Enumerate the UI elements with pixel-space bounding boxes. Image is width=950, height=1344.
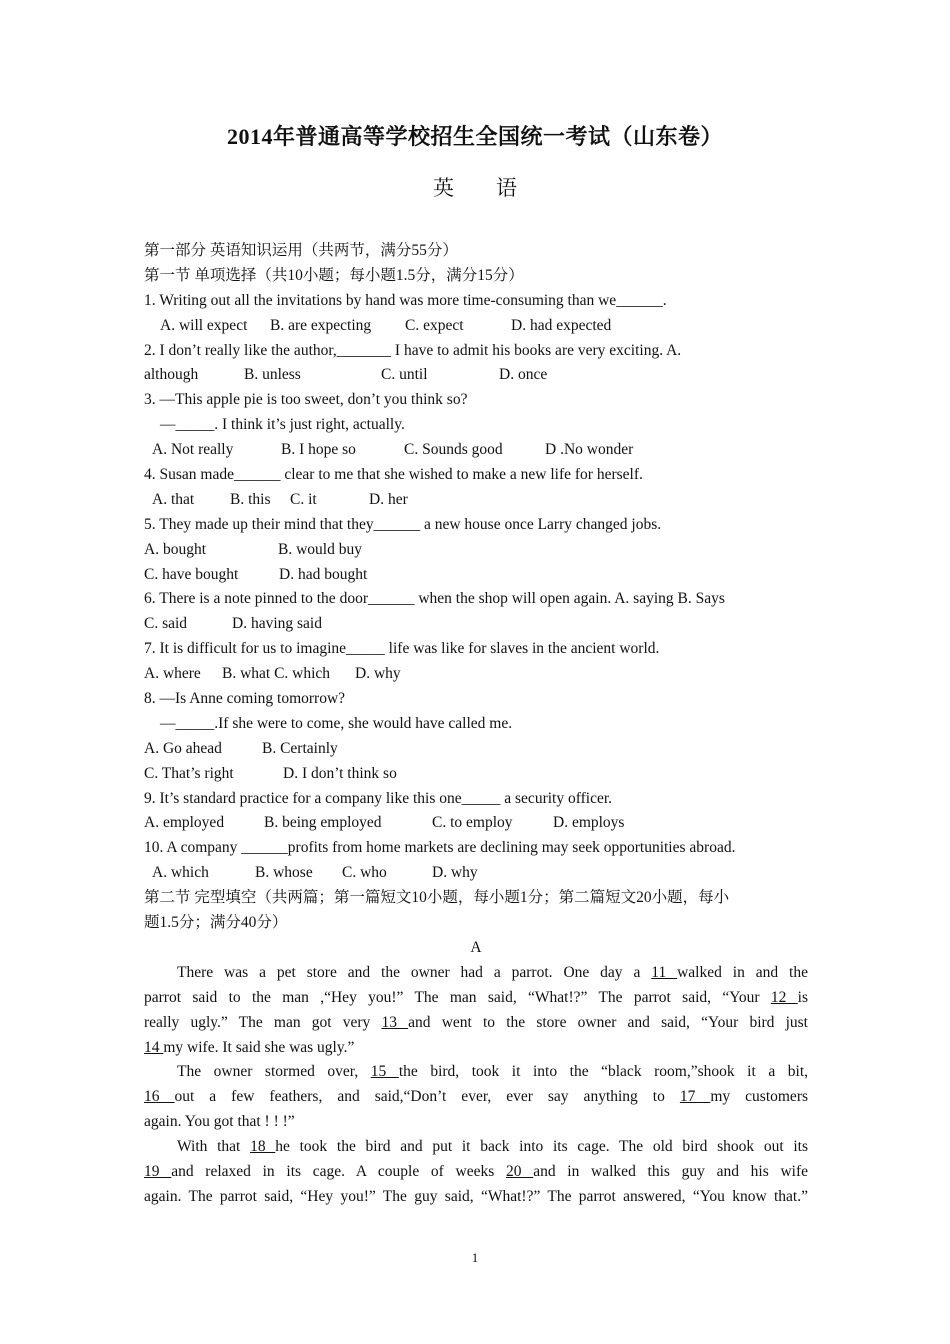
question-5-options-ab bbox=[144, 538, 808, 563]
option: D. once bbox=[499, 366, 548, 384]
option: A. that bbox=[152, 490, 195, 508]
question-1-options bbox=[144, 314, 808, 339]
question-10-stem: 10. A company ______profits from home markets are declining may seek opportunities abroad. bbox=[144, 839, 736, 857]
option: D. why bbox=[432, 864, 478, 882]
blank-12: 12 bbox=[770, 988, 798, 1006]
passage-line: again. You got that ! ! !” bbox=[144, 1113, 295, 1131]
option: D .No wonder bbox=[545, 441, 634, 459]
question-5-stem: 5. They made up their mind that they______ a new house once Larry changed jobs. bbox=[144, 515, 662, 533]
blank-19: 19 bbox=[144, 1162, 172, 1180]
blank-18: 18 bbox=[250, 1138, 276, 1156]
question-4-options bbox=[144, 488, 808, 513]
option: C. expect bbox=[405, 316, 464, 334]
option: D. had expected bbox=[511, 316, 612, 334]
question-8-options-cd bbox=[144, 762, 808, 787]
section-2-heading: 第二节 完型填空（共两篇；第一篇短文10小题，每小题1分；第二篇短文20小题，每小 bbox=[144, 889, 730, 907]
option: C. That’s right bbox=[144, 764, 234, 782]
blank-17: 17 bbox=[679, 1088, 711, 1106]
option: C. it bbox=[290, 490, 317, 508]
section-2-heading-cont: 题1.5分；满分40分） bbox=[144, 914, 288, 932]
question-7-stem: 7. It is difficult for us to imagine_____ life was like for slaves in the ancient world. bbox=[144, 640, 660, 658]
option: D. why bbox=[355, 665, 401, 683]
option: B. this bbox=[230, 490, 271, 508]
question-9-stem: 9. It’s standard practice for a company like this one_____ a security officer. bbox=[144, 789, 613, 807]
option: A. bought bbox=[144, 540, 206, 558]
question-10-options bbox=[144, 861, 808, 886]
option: D. her bbox=[369, 490, 408, 508]
blank-13: 13 bbox=[381, 1013, 409, 1031]
question-4-stem: 4. Susan made______ clear to me that she wished to make a new life for herself. bbox=[144, 466, 643, 484]
passage-line: again. The parrot said, “Hey you!” The guy said, “What!?” The parrot answered, “You know that.” bbox=[144, 1187, 808, 1205]
question-7-options bbox=[144, 662, 808, 687]
option: B. what C. which bbox=[222, 665, 331, 683]
exam-title: 2014年普通高等学校招生全国统一考试（山东卷） bbox=[226, 124, 723, 149]
subject-title: 英 语 bbox=[433, 176, 517, 200]
option: B. would buy bbox=[278, 540, 362, 558]
option: C. Sounds good bbox=[404, 441, 503, 459]
question-8-stem: 8. —Is Anne coming tomorrow? bbox=[144, 690, 346, 708]
option: B. whose bbox=[255, 864, 313, 882]
option: C. have bought bbox=[144, 565, 239, 583]
passage-line: The owner stormed over, 15 the bird, took it into the “black room,”shook it a bit, bbox=[177, 1063, 808, 1081]
blank-14: 14 bbox=[144, 1038, 164, 1056]
option: C. to employ bbox=[432, 814, 513, 832]
passage-line: 14 my wife. It said she was ugly.” bbox=[144, 1038, 355, 1056]
option: B. Certainly bbox=[262, 739, 338, 757]
passage-line: 16 out a few feathers, and said,“Don’t ever, ever say anything to 17 my customers bbox=[144, 1088, 809, 1106]
question-3-options bbox=[144, 438, 808, 463]
passage-label: A bbox=[470, 938, 482, 956]
option: A. will expect bbox=[160, 316, 248, 334]
question-3-reply: —_____. I think it’s just right, actually. bbox=[160, 416, 405, 434]
question-6-options bbox=[144, 612, 808, 637]
option: D. had bought bbox=[279, 565, 368, 583]
option: D. I don’t think so bbox=[283, 764, 397, 782]
option: A. Not really bbox=[152, 441, 234, 459]
question-3-stem: 3. —This apple pie is too sweet, don’t you think so? bbox=[144, 391, 468, 409]
option: D. employs bbox=[553, 814, 625, 832]
blank-16: 16 bbox=[144, 1088, 175, 1106]
passage-line: There was a pet store and the owner had a parrot. One day a 11 walked in and the bbox=[177, 963, 808, 981]
passage-line: 19 and relaxed in its cage. A couple of weeks 20 and in walked this guy and his wife bbox=[144, 1162, 809, 1180]
option: D. having said bbox=[232, 615, 322, 633]
question-8-options-ab bbox=[144, 737, 808, 762]
exam-content bbox=[144, 239, 808, 1210]
passage-line: parrot said to the man ,“Hey you!” The man said, “What!?” The parrot said, “Your 12 is bbox=[144, 988, 809, 1006]
option: although bbox=[144, 366, 199, 384]
part-heading: 第一部分 英语知识运用（共两节，满分55分） bbox=[144, 242, 458, 259]
option: B. being employed bbox=[264, 814, 382, 832]
blank-20: 20 bbox=[505, 1162, 534, 1180]
page-number: 1 bbox=[471, 1250, 479, 1265]
blank-15: 15 bbox=[370, 1063, 399, 1081]
option: C. until bbox=[381, 366, 428, 384]
section-heading: 第一节 单项选择（共10小题；每小题1.5分，满分15分） bbox=[144, 266, 524, 284]
option: A. employed bbox=[144, 814, 225, 832]
question-9-options bbox=[144, 811, 808, 836]
passage-line: really ugly.” The man got very 13 and went to the store owner and said, “Your bird just bbox=[144, 1013, 808, 1031]
question-8-reply: —_____.If she were to come, she would have called me. bbox=[160, 714, 513, 732]
option: C. who bbox=[342, 864, 387, 882]
option: B. unless bbox=[244, 366, 301, 384]
option: A. where bbox=[144, 665, 201, 683]
question-6-stem: 6. There is a note pinned to the door______ when the shop will open again. A. saying B. Says bbox=[144, 590, 725, 608]
question-2-options bbox=[144, 363, 808, 388]
question-5-options-cd bbox=[144, 563, 808, 588]
option: C. said bbox=[144, 615, 188, 633]
option: B. are expecting bbox=[270, 316, 372, 334]
option: B. I hope so bbox=[281, 441, 356, 459]
blank-11: 11 bbox=[651, 963, 678, 981]
option: A. Go ahead bbox=[144, 739, 222, 757]
passage-line: With that 18 he took the bird and put it back into its cage. The old bird shook out its bbox=[177, 1138, 808, 1156]
option: A. which bbox=[152, 864, 209, 882]
question-1-stem: 1. Writing out all the invitations by hand was more time-consuming than we______. bbox=[144, 291, 667, 309]
question-2-stem: 2. I don’t really like the author,_______ I have to admit his books are very exciting. A. bbox=[144, 341, 682, 359]
